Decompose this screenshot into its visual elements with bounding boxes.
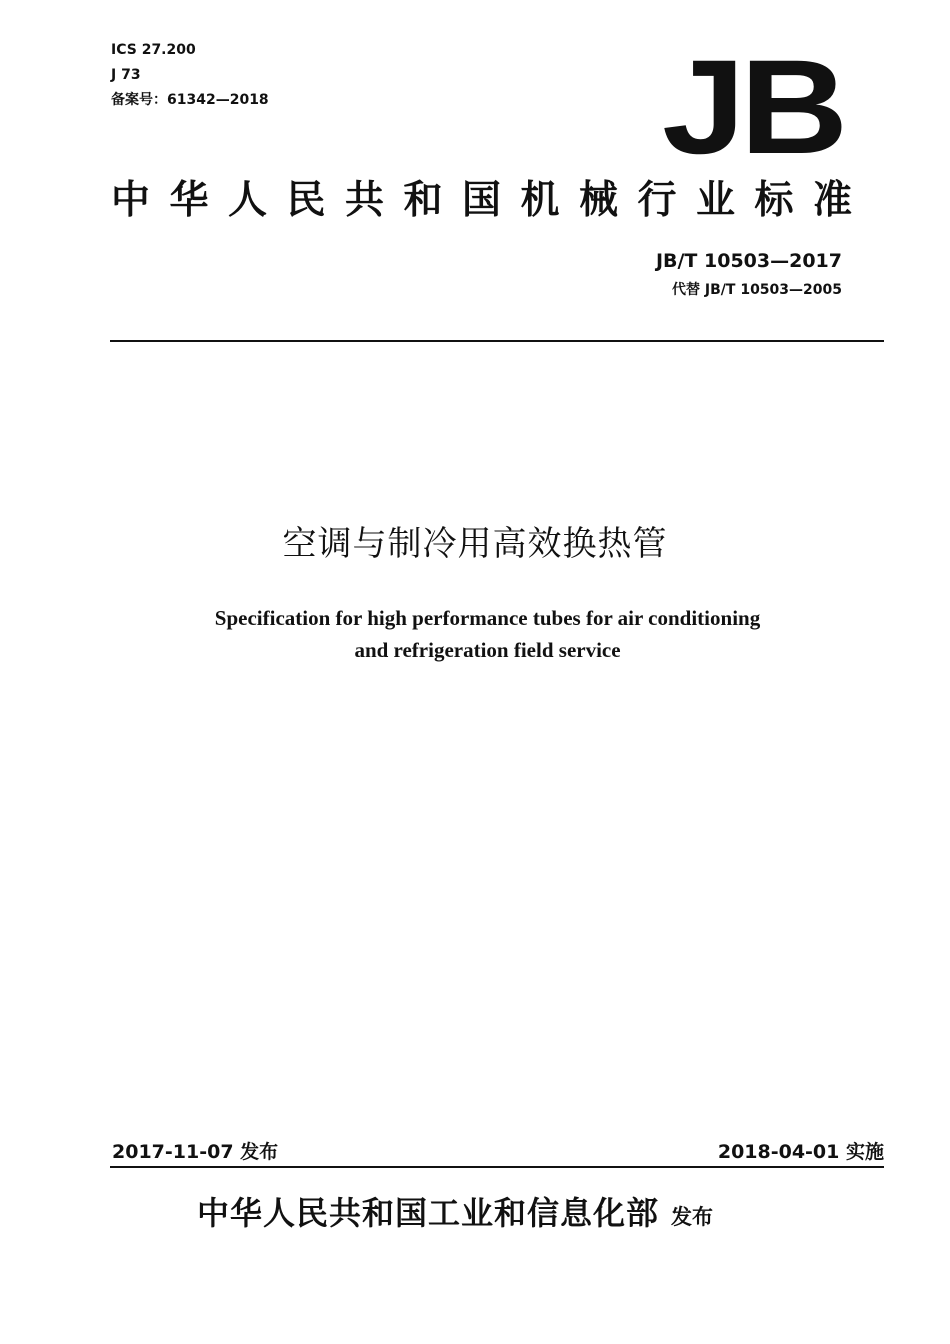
- issuer-suffix: 发布: [671, 1205, 714, 1229]
- english-title-line-1: Specification for high performance tubes for air conditioning: [214, 606, 761, 630]
- bottom-divider: [110, 1166, 884, 1168]
- chinese-title: 空调与制冷用高效换热管: [282, 524, 668, 564]
- issue-date: 2017-11-07 发布: [112, 1141, 279, 1163]
- effective-date: 2018-04-01 实施: [717, 1141, 884, 1163]
- english-title-line-2: and refrigeration field service: [354, 638, 621, 662]
- ccs-code: J 73: [111, 67, 141, 83]
- issuer: [197, 1191, 713, 1241]
- filing-number: 备案号：61342—2018: [111, 92, 269, 108]
- replaces-standard: 代替 JB/T 10503—2005: [672, 282, 842, 298]
- jb-logo: JB: [662, 33, 843, 182]
- issuer-name: 中华人民共和国工业和信息化部: [197, 1194, 660, 1232]
- ics-code: ICS 27.200: [111, 42, 196, 58]
- top-divider: [110, 340, 884, 342]
- organization-title: 中华人民共和国机械行业标准: [111, 178, 872, 223]
- standard-number: JB/T 10503—2017: [655, 250, 842, 272]
